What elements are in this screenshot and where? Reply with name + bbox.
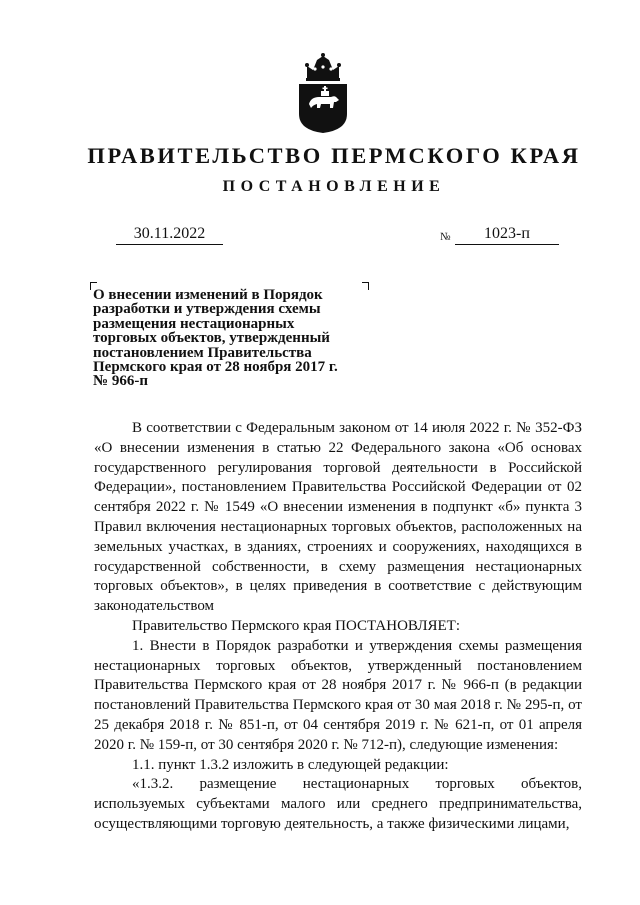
body-paragraph: 1. Внести в Порядок разработки и утверждения схемы размещения нестационарных торговых объектов, утвержденный постановлением Правительства Пермского края от 28 ноября 2017 г. № 966-п (в редакции постановлений Правительства Пермского края от 30 мая 2018 г. № 295-п, от 25 декабря 2018 г. № 851-п, от 04 сентября 2019 г. № 621-п, от 01 апреля 2020 г. № 159-п, от 30 сентября 2020 г. № 712-п), следующие изменения: (94, 637, 582, 753)
subject-line: торговых объектов, утвержденный (93, 330, 330, 347)
document-type: ПОСТАНОВЛЕНИЕ (222, 178, 446, 195)
subject-line: О внесении изменений в Порядок (93, 287, 323, 303)
document-date: 30.11.2022 (116, 225, 223, 245)
government-title: ПРАВИТЕЛЬСТВО ПЕРМСКОГО КРАЯ (87, 143, 581, 168)
body-paragraph: 1.1. пункт 1.3.2 изложить в следующей редакции: (132, 756, 449, 773)
subject-line: постановлением Правительства (93, 344, 312, 361)
subject-line: № 966-п (93, 373, 148, 390)
subject-line: разработки и утверждения схемы (93, 301, 321, 318)
document-body (94, 419, 582, 835)
perm-krai-coat-of-arms-icon (297, 52, 349, 134)
subject-corner-right (362, 282, 369, 290)
body-paragraph: «1.3.2. размещение нестационарных торговых объектов, используемых субъектами малого или среднего предпринимательства, осуществляющими торговую деятельность, а также физическими лицами, (94, 776, 582, 832)
subject-line: размещения нестационарных (93, 315, 295, 332)
body-paragraph: Правительство Пермского края ПОСТАНОВЛЯЕТ: (132, 617, 461, 634)
subject-line: Пермского края от 28 ноября 2017 г. (93, 359, 338, 376)
number-sign: № (440, 231, 451, 243)
body-paragraph: В соответствии с Федеральным законом от 14 июля 2022 г. № 352-ФЗ «О внесении изменения в статью 22 Федерального закона «Об основах государственного регулирования торговой деятельности в Российской Федерации», постановлением Правительства Российской Федерации от 02 сентября 2022 г. № 1549 «О внесении изменения в подпункт «б» пункта 3 Правил включения нестационарных торговых объектов, расположенных на земельных участках, в зданиях, строениях и сооружениях, находящихся в государственной собственности, в схему размещения нестационарных торговых объектов», в целях приведения в соответствие с действующим законодательством (94, 420, 582, 615)
document-subject (93, 288, 363, 389)
document-number: 1023-п (455, 225, 559, 245)
